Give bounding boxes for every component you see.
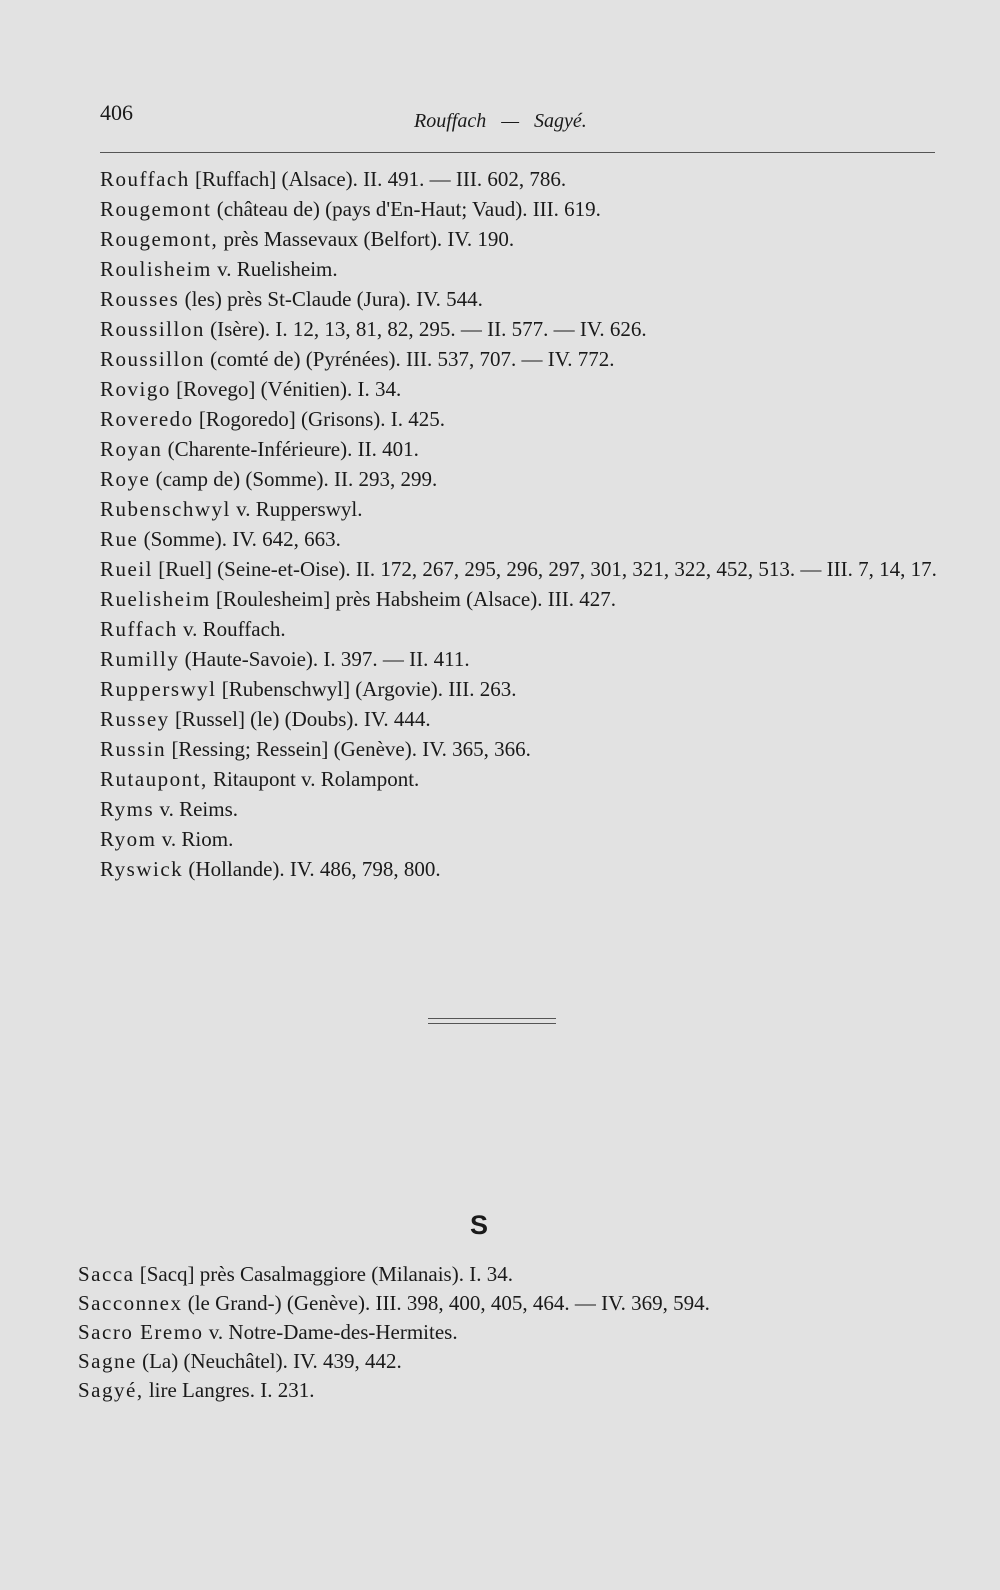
entry-text: (les) près St-Claude (Jura). IV. 544. (184, 287, 483, 311)
entry-headword: Sacro Eremo (78, 1320, 204, 1344)
entry-text: [Ressing; Ressein] (Genève). IV. 365, 366. (171, 737, 531, 761)
entry-text: v. Notre-Dame-des-Hermites. (208, 1320, 458, 1344)
index-entry (78, 1260, 938, 1289)
entry-text: (camp de) (Somme). II. 293, 299. (155, 467, 438, 491)
index-entry (100, 824, 940, 854)
index-entry (100, 194, 940, 224)
entry-text: v. Reims. (159, 797, 238, 821)
entry-headword: Sagyé, (78, 1378, 144, 1402)
entry-text: lire Langres. I. 231. (148, 1378, 315, 1402)
entry-headword: Rougemont (100, 197, 212, 221)
entry-text: [Rogoredo] (Grisons). I. 425. (198, 407, 446, 431)
entry-text: v. Ruelisheim. (217, 257, 338, 281)
entry-text: (Isère). I. 12, 13, 81, 82, 295. — II. 577. — IV. 626. (210, 317, 647, 341)
index-entry (100, 644, 940, 674)
index-entry (100, 464, 940, 494)
entry-text: [Russel] (le) (Doubs). IV. 444. (174, 707, 431, 731)
entry-headword: Rutaupont, (100, 767, 208, 791)
entry-text: [Ruffach] (Alsace). II. 491. — III. 602, 786. (195, 167, 567, 191)
entry-headword: Russin (100, 737, 167, 761)
index-entry (100, 254, 940, 284)
entry-headword: Ruffach (100, 617, 178, 641)
entry-headword: Russey (100, 707, 170, 731)
entry-headword: Roussillon (100, 347, 205, 371)
index-entry (78, 1347, 938, 1376)
entry-headword: Royan (100, 437, 163, 461)
index-entry (78, 1289, 938, 1318)
index-entry (100, 614, 940, 644)
index-entry (100, 554, 951, 584)
entry-headword: Ryswick (100, 857, 184, 881)
entry-headword: Rumilly (100, 647, 180, 671)
entry-text: v. Rupperswyl. (236, 497, 363, 521)
index-entry (100, 434, 940, 464)
entry-headword: Ryom (100, 827, 157, 851)
entry-text: [Rubenschwyl] (Argovie). III. 263. (221, 677, 517, 701)
entry-headword: Roulisheim (100, 257, 212, 281)
entry-headword: Roussillon (100, 317, 205, 341)
entry-text: (La) (Neuchâtel). IV. 439, 442. (142, 1349, 402, 1373)
entry-text: (Hollande). IV. 486, 798, 800. (188, 857, 441, 881)
entry-text: (Charente-Inférieure). II. 401. (167, 437, 419, 461)
entry-headword: Roye (100, 467, 151, 491)
index-entries-r (100, 164, 940, 884)
entry-text: [Sacq] près Casalmaggiore (Milanais). I. 34. (139, 1262, 513, 1286)
entry-headword: Rupperswyl (100, 677, 217, 701)
entry-headword: Rue (100, 527, 139, 551)
entry-headword: Ryms (100, 797, 155, 821)
index-entry (100, 284, 940, 314)
entry-headword: Sagne (78, 1349, 137, 1373)
entry-text: (château de) (pays d'En-Haut; Vaud). III. 619. (216, 197, 601, 221)
index-entry (78, 1318, 938, 1347)
index-entry (100, 854, 940, 884)
entry-headword: Rubenschwyl (100, 497, 231, 521)
index-entry (100, 584, 940, 614)
entry-text: (Somme). IV. 642, 663. (143, 527, 341, 551)
entry-text: [Ruel] (Seine-et-Oise). II. 172, 267, 295, 296, 297, 301, 321, 322, 452, 513. — III. 7, 14, 17. (158, 557, 937, 581)
page-number: 406 (100, 100, 133, 125)
index-entry (100, 764, 940, 794)
index-entry (100, 674, 940, 704)
entry-text: v. Riom. (161, 827, 234, 851)
section-separator (428, 1018, 556, 1024)
page-header (100, 100, 935, 153)
running-head: Rouffach — Sagyé. (414, 110, 587, 132)
entry-text: près Massevaux (Belfort). IV. 190. (223, 227, 515, 251)
index-entry (100, 524, 940, 554)
entry-headword: Sacca (78, 1262, 135, 1286)
entry-headword: Rovigo (100, 377, 171, 401)
entry-text: [Roulesheim] près Habsheim (Alsace). III. 427. (215, 587, 616, 611)
entry-headword: Rouffach (100, 167, 190, 191)
section-letter: S (470, 1210, 489, 1240)
entry-headword: Rueil (100, 557, 153, 581)
entry-headword: Rougemont, (100, 227, 219, 251)
entry-headword: Ruelisheim (100, 587, 211, 611)
index-entry (100, 164, 940, 194)
index-entry (100, 494, 940, 524)
entry-headword: Rousses (100, 287, 180, 311)
entry-text: [Rovego] (Vénitien). I. 34. (176, 377, 402, 401)
index-entry (100, 224, 940, 254)
entry-text: v. Rouffach. (183, 617, 286, 641)
index-entry (100, 704, 940, 734)
index-entry (78, 1376, 938, 1405)
index-entry (100, 314, 940, 344)
entry-text: (Haute-Savoie). I. 397. — II. 411. (184, 647, 470, 671)
index-entry (100, 374, 940, 404)
index-entries-s (78, 1260, 938, 1405)
entry-text: (comté de) (Pyrénées). III. 537, 707. — IV. 772. (210, 347, 615, 371)
index-entry (100, 344, 940, 374)
entry-headword: Roveredo (100, 407, 194, 431)
index-entry (100, 794, 940, 824)
entry-text: (le Grand-) (Genève). III. 398, 400, 405, 464. — IV. 369, 594. (187, 1291, 710, 1315)
entry-text: Ritaupont v. Rolampont. (213, 767, 420, 791)
entry-headword: Sacconnex (78, 1291, 183, 1315)
index-entry (100, 734, 940, 764)
index-entry (100, 404, 940, 434)
